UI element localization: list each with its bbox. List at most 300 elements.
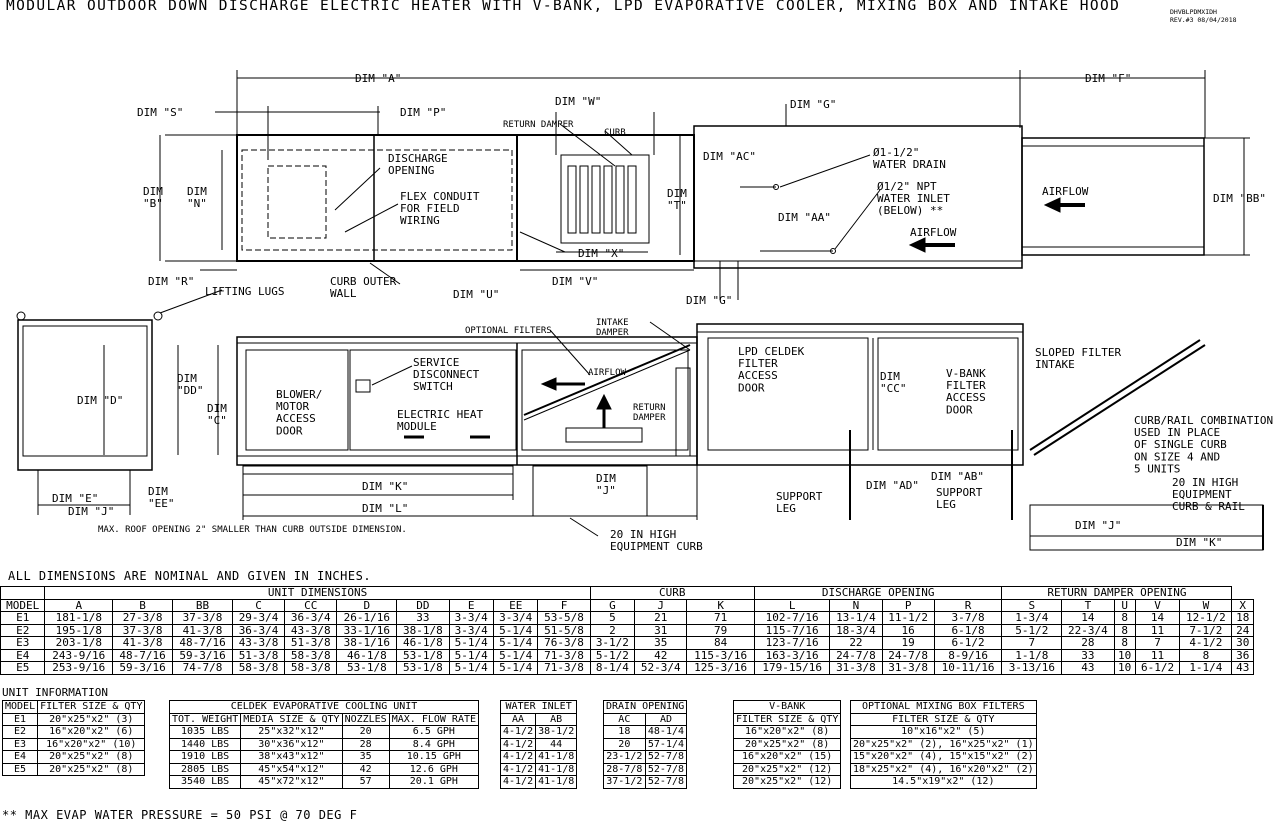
table-cell: 38-1/8 [397,624,449,637]
dimension-column-header: V [1135,599,1179,612]
dimension-column-header: N [830,599,882,612]
table-cell: 16"x20"x2" (6) [38,726,145,739]
table-row [170,738,479,751]
table-cell: 14.5"x19"x2" (12) [851,776,1037,789]
vbank-body [734,726,841,789]
table-cell: 4-1/2 [501,726,536,739]
table-cell: 7-1/2 [1180,624,1232,637]
table-row [501,726,577,739]
table-row [1,624,1254,637]
table-cell: E5 [3,763,38,776]
table-cell: 43 [1232,662,1254,675]
dim-t-label: DIM "T" [667,187,687,213]
dim-bb-label: DIM "BB" [1213,192,1266,205]
table-row [851,726,1037,739]
table-cell: 41-3/8 [113,637,173,650]
table-column-header: AD [645,713,687,726]
flex-conduit-label: FLEX CONDUIT FOR FIELD WIRING [400,190,480,228]
water-inlet-title-row [501,701,577,714]
dimension-column-header: B [113,599,173,612]
table-column-header: AB [536,713,577,726]
sloped-filter-label: SLOPED FILTER INTAKE [1035,346,1122,372]
table-row [170,763,479,776]
dimension-column-header: F [538,599,590,612]
water-inlet-label: Ø1/2" NPT WATER INLET (BELOW) ** [877,180,950,218]
table-cell: 1035 LBS [170,726,241,739]
max-roof-note: MAX. ROOF OPENING 2" SMALLER THAN CURB OUTSIDE DIMENSION. [98,525,407,535]
table-column-header: AC [604,713,646,726]
table-cell: 1-1/8 [1002,649,1062,662]
table-cell: 115-7/16 [754,624,829,637]
table-cell: 26-1/16 [337,612,397,625]
support-leg-label-2: SUPPORT LEG [936,486,983,512]
table-cell: 30 [1232,637,1254,650]
table-column-header: AA [501,713,536,726]
table-row [604,776,687,789]
table-cell: 27-3/8 [113,612,173,625]
mixing-box-title-row [851,701,1037,714]
dim-g2-label: DIM "G" [686,294,733,307]
table-cell: 8 [1180,649,1232,662]
table-cell: 33 [1062,649,1114,662]
table-cell: 37-1/2 [604,776,646,789]
table-cell: 35 [635,637,687,650]
dim-c-label: DIM "C" [207,402,227,428]
table-cell: 18 [604,726,646,739]
lifting-lugs-label: LIFTING LUGS [205,285,285,298]
table-cell: 163-3/16 [754,649,829,662]
table-title: CELDEK EVAPORATIVE COOLING UNIT [170,701,479,714]
table-cell: 6.5 GPH [389,726,478,739]
table-cell: 16 [882,624,934,637]
table-cell: E2 [3,726,38,739]
table-cell: 1-1/4 [1180,662,1232,675]
table-cell: 2 [590,624,634,637]
dimension-column-header: MODEL [1,599,45,612]
table-cell: 22-3/4 [1062,624,1114,637]
unit-filter-header-row [3,701,145,714]
dimension-group-header: RETURN DAMPER OPENING [1002,587,1232,600]
table-cell: 84 [687,637,755,650]
optional-filters-label: OPTIONAL FILTERS [465,326,552,336]
table-cell: 6-1/8 [934,624,1002,637]
table-cell: 3-3/4 [449,612,493,625]
table-row [851,776,1037,789]
table-cell: 41-1/8 [536,776,577,789]
table-row [604,738,687,751]
table-cell: 43-3/8 [232,637,284,650]
table-cell: 11-1/2 [882,612,934,625]
dimension-column-header: U [1114,599,1135,612]
table-row [170,776,479,789]
table-row [851,738,1037,751]
table-cell: 5-1/4 [493,637,537,650]
table-column-header: TOT. WEIGHT [170,713,241,726]
dim-x-label: DIM "X" [578,247,625,260]
table-row [851,763,1037,776]
table-column-header: MAX. FLOW RATE [389,713,478,726]
table-cell: 181-1/8 [45,612,113,625]
dim-j-label: DIM "J" [68,505,115,518]
table-cell: 45"x72"x12" [241,776,342,789]
table-cell: 38-1/16 [337,637,397,650]
table-cell: 4-1/2 [501,738,536,751]
table-cell: 6-1/2 [1135,662,1179,675]
table-row [1,637,1254,650]
high-curb-label: 20 IN HIGH EQUIPMENT CURB [610,528,703,554]
table-cell: 14 [1062,612,1114,625]
table-cell: 37-3/8 [113,624,173,637]
support-leg-label-1: SUPPORT LEG [776,490,823,516]
table-cell: 19 [882,637,934,650]
table-cell: 38-1/2 [536,726,577,739]
table-cell: 52-7/8 [645,751,687,764]
table-row [1,649,1254,662]
table-cell: 3-3/4 [493,612,537,625]
unit-info-title: UNIT INFORMATION [2,686,108,699]
drawing-title: MODULAR OUTDOOR DOWN DISCHARGE ELECTRIC HEATER WITH V-BANK, LPD EVAPORATIVE COOLER, MIXING BOX AND INTAKE HOOD [6,0,1121,14]
table-cell: 41-1/8 [536,763,577,776]
unit-filter-table [2,700,145,776]
table-cell: 20.1 GPH [389,776,478,789]
table-cell: 4-1/2 [1180,637,1232,650]
table-row [734,763,841,776]
dimension-group-header [1,587,45,600]
mixing-box-header-row [851,713,1037,726]
table-row [170,751,479,764]
table-cell: 53-1/8 [397,649,449,662]
table-cell: 31 [635,624,687,637]
table-cell: 36-3/4 [285,612,337,625]
plan-curb-label: CURB [604,128,626,138]
table-cell: 79 [687,624,755,637]
table-cell: 43 [1062,662,1114,675]
elev-airflow-label: AIRFLOW [588,368,626,378]
table-cell: 38"x43"x12" [241,751,342,764]
table-cell: 53-1/8 [397,662,449,675]
blower-door-label: BLOWER/ MOTOR ACCESS DOOR [276,388,323,438]
table-cell: 44 [536,738,577,751]
table-cell: 22 [830,637,882,650]
drawing-revision: REV.#3 08/04/2018 [1170,16,1237,24]
table-cell: 28 [342,738,389,751]
celdek-body [170,726,479,789]
table-cell: 203-1/8 [45,637,113,650]
table-cell: 3540 LBS [170,776,241,789]
table-cell: 46-1/8 [337,649,397,662]
table-cell: E4 [1,649,45,662]
dim-ac-label: DIM "AC" [703,150,756,163]
plan-return-damper-label: RETURN DAMPER [503,120,574,130]
dim-b-label: DIM "B" [143,185,163,211]
table-column-header: FILTER SIZE & QTY [38,701,145,714]
dim-ee-label: DIM "EE" [148,485,175,511]
dim-r-label: DIM "R" [148,275,195,288]
water-inlet-table [500,700,577,789]
table-cell: 53-1/8 [337,662,397,675]
table-cell: 58-3/8 [232,662,284,675]
table-cell: 18-3/4 [830,624,882,637]
table-cell: 58-3/8 [285,662,337,675]
table-cell: 5-1/4 [493,624,537,637]
dimension-column-header: CC [285,599,337,612]
table-cell: 1910 LBS [170,751,241,764]
dim-f-label: DIM "F" [1085,72,1132,85]
table-cell: 28-7/8 [604,763,646,776]
table-column-header: MODEL [3,701,38,714]
mixing-box-table [850,700,1037,789]
table-cell: 18 [1232,612,1254,625]
table-cell: 3-3/4 [449,624,493,637]
mixing-box-body [851,726,1037,789]
table-cell: 15"x20"x2" (4), 15"x15"x2" (2) [851,751,1037,764]
lpd-door-label: LPD CELDEK FILTER ACCESS DOOR [738,345,805,395]
table-cell: 11 [1135,649,1179,662]
table-row [604,763,687,776]
table-title: OPTIONAL MIXING BOX FILTERS [851,701,1037,714]
table-cell: 5-1/2 [590,649,634,662]
intake-damper-label: INTAKE DAMPER [596,318,629,338]
table-cell: 74-7/8 [173,662,233,675]
table-row [3,726,145,739]
table-cell: 2805 LBS [170,763,241,776]
table-row [1,662,1254,675]
dimension-column-header: D [337,599,397,612]
high-curb-rail-label: 20 IN HIGH EQUIPMENT CURB & RAIL [1172,476,1245,514]
table-cell: 20"x25"x2" (12) [734,763,841,776]
table-cell: 42 [342,763,389,776]
table-cell: 20"x25"x2" (8) [734,738,841,751]
dimension-column-header: G [590,599,634,612]
table-cell: 24-7/8 [882,649,934,662]
table-cell: 52-3/4 [635,662,687,675]
table-cell: 5-1/4 [493,649,537,662]
table-row [604,751,687,764]
table-row [501,738,577,751]
dimension-group-header: UNIT DIMENSIONS [45,587,590,600]
table-cell: 24-7/8 [830,649,882,662]
table-cell: 57 [342,776,389,789]
dimension-column-header: W [1180,599,1232,612]
curb-rail-label: CURB/RAIL COMBINATION USED IN PLACE OF SINGLE CURB ON SIZE 4 AND 5 UNITS [1134,414,1274,476]
table-cell: 10.15 GPH [389,751,478,764]
table-cell: 8-9/16 [934,649,1002,662]
drain-opening-body [604,726,687,789]
table-cell: 125-3/16 [687,662,755,675]
table-cell: 7 [1002,637,1062,650]
dim-g-label: DIM "G" [790,98,837,111]
table-cell: 23-1/2 [604,751,646,764]
table-title: DRAIN OPENING [604,701,687,714]
table-cell: 5-1/4 [449,662,493,675]
water-inlet-header-row [501,713,577,726]
table-column-header: FILTER SIZE & QTY [734,713,841,726]
table-cell: E1 [1,612,45,625]
celdek-table [169,700,479,789]
dim-j2-label: DIM "J" [596,472,616,498]
table-row [734,751,841,764]
table-cell: E1 [3,713,38,726]
table-cell: 3-1/2 [590,637,634,650]
table-cell: 52-7/8 [645,776,687,789]
table-cell: 37-3/8 [173,612,233,625]
table-cell: E5 [1,662,45,675]
table-cell: 36 [1232,649,1254,662]
table-cell: 5 [590,612,634,625]
dim-cc-label: DIM "CC" [880,370,907,396]
table-cell: 71-3/8 [538,649,590,662]
service-switch-label: SERVICE DISCONNECT SWITCH [413,356,480,394]
table-cell: 48-7/16 [173,637,233,650]
table-cell: 20"x25"x2" (2), 16"x25"x2" (1) [851,738,1037,751]
airflow-label-evap: AIRFLOW [910,226,957,239]
table-cell: 20 [342,726,389,739]
table-row [170,726,479,739]
celdek-header-row [170,713,479,726]
table-cell: 4-1/2 [501,751,536,764]
table-row [734,776,841,789]
dim-aa-label: DIM "AA" [778,211,831,224]
table-row [3,763,145,776]
drain-opening-title-row [604,701,687,714]
drain-opening-header-row [604,713,687,726]
table-column-header: FILTER SIZE & QTY [851,713,1037,726]
table-cell: 102-7/16 [754,612,829,625]
table-row [501,763,577,776]
drain-opening-table [603,700,687,789]
table-cell: 48-7/16 [113,649,173,662]
nominal-note: ALL DIMENSIONS ARE NOMINAL AND GIVEN IN INCHES. [8,569,372,583]
table-cell: 18"x25"x2" (4), 16"x20"x2" (2) [851,763,1037,776]
dim-ab-label: DIM "AB" [931,470,984,483]
dimension-column-header: P [882,599,934,612]
table-cell: 115-3/16 [687,649,755,662]
table-cell: 29-3/4 [232,612,284,625]
table-cell: 25"x32"x12" [241,726,342,739]
table-row [501,751,577,764]
table-column-header: MEDIA SIZE & QTY [241,713,342,726]
table-cell: 10 [1114,649,1135,662]
table-row [1,612,1254,625]
table-cell: 36-3/4 [232,624,284,637]
table-cell: 5-1/4 [449,649,493,662]
table-cell: 43-3/8 [285,624,337,637]
table-cell: 8 [1114,612,1135,625]
table-cell: 59-3/16 [173,649,233,662]
table-cell: 179-15/16 [754,662,829,675]
table-cell: 3-7/8 [934,612,1002,625]
table-cell: 71 [687,612,755,625]
table-cell: 7 [1135,637,1179,650]
dim-p-label: DIM "P" [400,106,447,119]
dimension-column-header: BB [173,599,233,612]
dim-j3-label: DIM "J" [1075,519,1122,532]
table-cell: 5-1/4 [493,662,537,675]
dim-w-label: DIM "W" [555,95,602,108]
vbank-door-label: V-BANK FILTER ACCESS DOOR [946,367,986,417]
water-inlet-body [501,726,577,789]
dimension-table-group-row [1,587,1254,600]
table-cell: 76-3/8 [538,637,590,650]
dim-l-label: DIM "L" [362,502,409,515]
dim-d-label: DIM "D" [77,394,124,407]
unit-filter-body [3,713,145,776]
table-cell: 4-1/2 [501,763,536,776]
table-cell: 20"x25"x2" (8) [38,751,145,764]
table-cell: 243-9/16 [45,649,113,662]
dim-a-label: DIM "A" [355,72,402,85]
table-cell: 8-1/4 [590,662,634,675]
dimension-column-header: X [1232,599,1254,612]
table-cell: 41-1/8 [536,751,577,764]
table-cell: 8 [1114,624,1135,637]
table-row [3,738,145,751]
table-cell: 41-3/8 [173,624,233,637]
table-cell: 16"x20"x2" (15) [734,751,841,764]
water-drain-label: Ø1-1/2" WATER DRAIN [873,146,946,172]
dimension-column-header: DD [397,599,449,612]
table-cell: E3 [3,738,38,751]
table-cell: 31-3/8 [830,662,882,675]
table-cell: 1440 LBS [170,738,241,751]
dimension-column-header: T [1062,599,1114,612]
curb-outer-wall-label: CURB OUTER WALL [330,275,397,301]
table-cell: 12.6 GPH [389,763,478,776]
dimension-column-header: EE [493,599,537,612]
table-cell: 51-3/8 [285,637,337,650]
table-cell: 13-1/4 [830,612,882,625]
table-cell: 20"x25"x2" (8) [38,763,145,776]
dimension-column-header: A [45,599,113,612]
table-cell: 57-1/4 [645,738,687,751]
table-row [851,751,1037,764]
water-pressure-footnote: ** MAX EVAP WATER PRESSURE = 50 PSI @ 70 DEG F [2,808,358,822]
table-cell: 195-1/8 [45,624,113,637]
dimension-group-header: CURB [590,587,754,600]
elev-return-damper-label: RETURN DAMPER [633,403,666,423]
table-cell: 20"x25"x2" (12) [734,776,841,789]
dim-e-label: DIM "E" [52,492,99,505]
table-cell: 28 [1062,637,1114,650]
table-cell: 42 [635,649,687,662]
dimension-column-header: R [934,599,1002,612]
vbank-table [733,700,841,789]
table-cell: 30"x36"x12" [241,738,342,751]
table-cell: 4-1/2 [501,776,536,789]
table-cell: 33-1/16 [337,624,397,637]
table-cell: 8 [1114,637,1135,650]
discharge-opening-label: DISCHARGE OPENING [388,152,448,178]
dimension-column-header: E [449,599,493,612]
table-row [734,738,841,751]
table-cell: 20"x25"x2" (3) [38,713,145,726]
table-cell: 10"x16"x2" (5) [851,726,1037,739]
table-cell: 20 [604,738,646,751]
table-cell: 5-1/4 [449,637,493,650]
dimension-table-header-row [1,599,1254,612]
table-row [734,726,841,739]
dimension-column-header: K [687,599,755,612]
table-cell: 10 [1114,662,1135,675]
vbank-title-row [734,701,841,714]
dim-k2-label: DIM "K" [1176,536,1223,549]
table-cell: 16"x20"x2" (10) [38,738,145,751]
table-cell: 24 [1232,624,1254,637]
dim-k-label: DIM "K" [362,480,409,493]
table-cell: E3 [1,637,45,650]
drawing-number: DHVBLPDMXIDH [1170,8,1217,16]
dimension-column-header: C [232,599,284,612]
